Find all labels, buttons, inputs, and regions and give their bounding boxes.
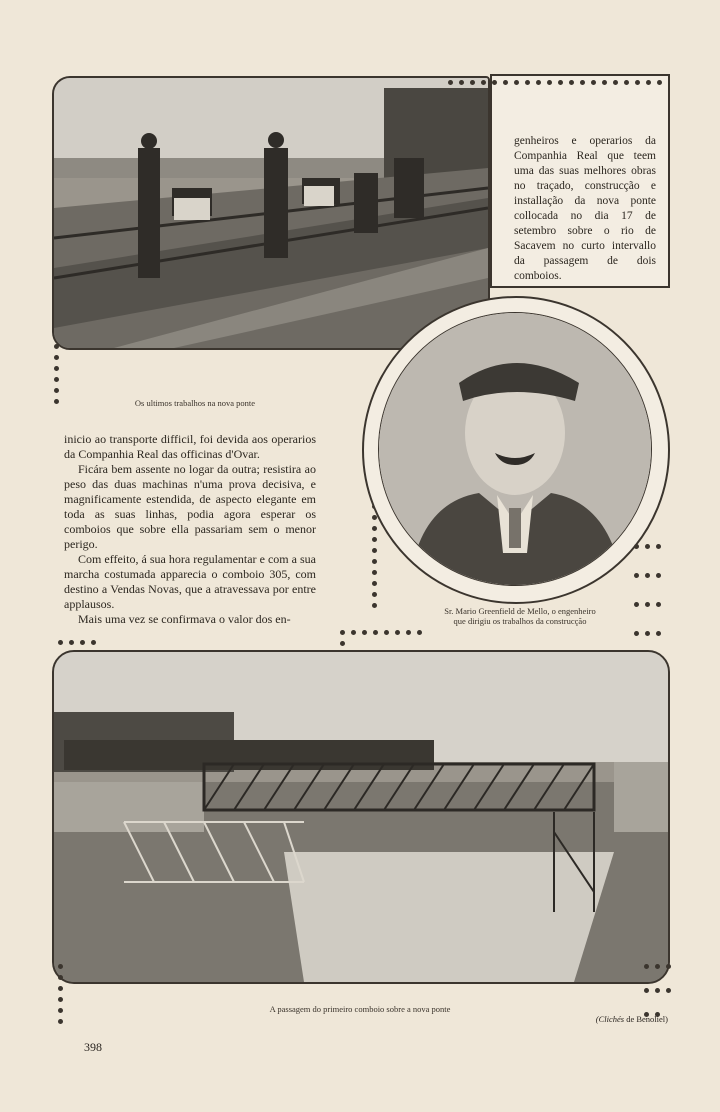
bridge-photo: [52, 650, 670, 984]
paragraph-1: inicio ao transporte difficil, foi devida aos operarios da Companhia Real das officinas d'Ovar.: [64, 432, 316, 461]
photo-credit: [596, 1014, 668, 1024]
right-column-text: [514, 134, 656, 284]
right-column-paragraph: genheiros e operarios da Companhia Real que teem uma das suas melhores obras no traçado, construcção e installação da nova ponte collocada no dia 17 de setembro sobre o rio de Sacavem no curto intervallo da passagem de dois comboios.: [514, 135, 656, 282]
portrait-caption: [414, 606, 626, 626]
workers-photo: [52, 76, 490, 350]
paragraph-3: Com effeito, á sua hora regulamentar e com a sua marcha costumada apparecia o comboio 305, com destino a Vendas Novas, que a atravessava por entre applausos.: [64, 552, 316, 611]
portrait-medallion: [362, 296, 670, 604]
left-column-text: [64, 432, 316, 627]
workers-photo-caption: Os ultimos trabalhos na nova ponte: [134, 398, 256, 408]
paragraph-4: Mais uma vez se confirmava o valor dos en-: [78, 612, 291, 626]
portrait-caption-line-2: que dirigiu os trabalhos da construcção: [453, 616, 587, 626]
right-rivet-column: [630, 540, 672, 658]
page-number: 398: [84, 1040, 102, 1054]
photo-credit-rest: de Benoliel): [626, 1014, 668, 1024]
photo-credit-italic: (Clichés: [595, 1014, 625, 1024]
left-rivet-column: [50, 340, 78, 410]
middle-rivet-base: [336, 626, 426, 648]
paragraph-2: Ficára bem assente no logar da outra; resistira ao peso das duas machinas n'uma prova decisiva, e magnificamente estendida, de aspecto elegante em toda as suas linhas, podia agora esperar os comboios que sobre ella passariam sem o menor perigo.: [64, 462, 316, 551]
portrait-photo: [378, 312, 652, 586]
bottom-left-rivet-column: [54, 960, 86, 1034]
bridge-photo-caption: A passagem do primeiro comboio sobre a nova ponte: [269, 1004, 451, 1014]
top-rivet-strip: [444, 76, 672, 110]
portrait-caption-line-1: Sr. Mario Greenfield de Mello, o engenheiro: [444, 606, 596, 616]
